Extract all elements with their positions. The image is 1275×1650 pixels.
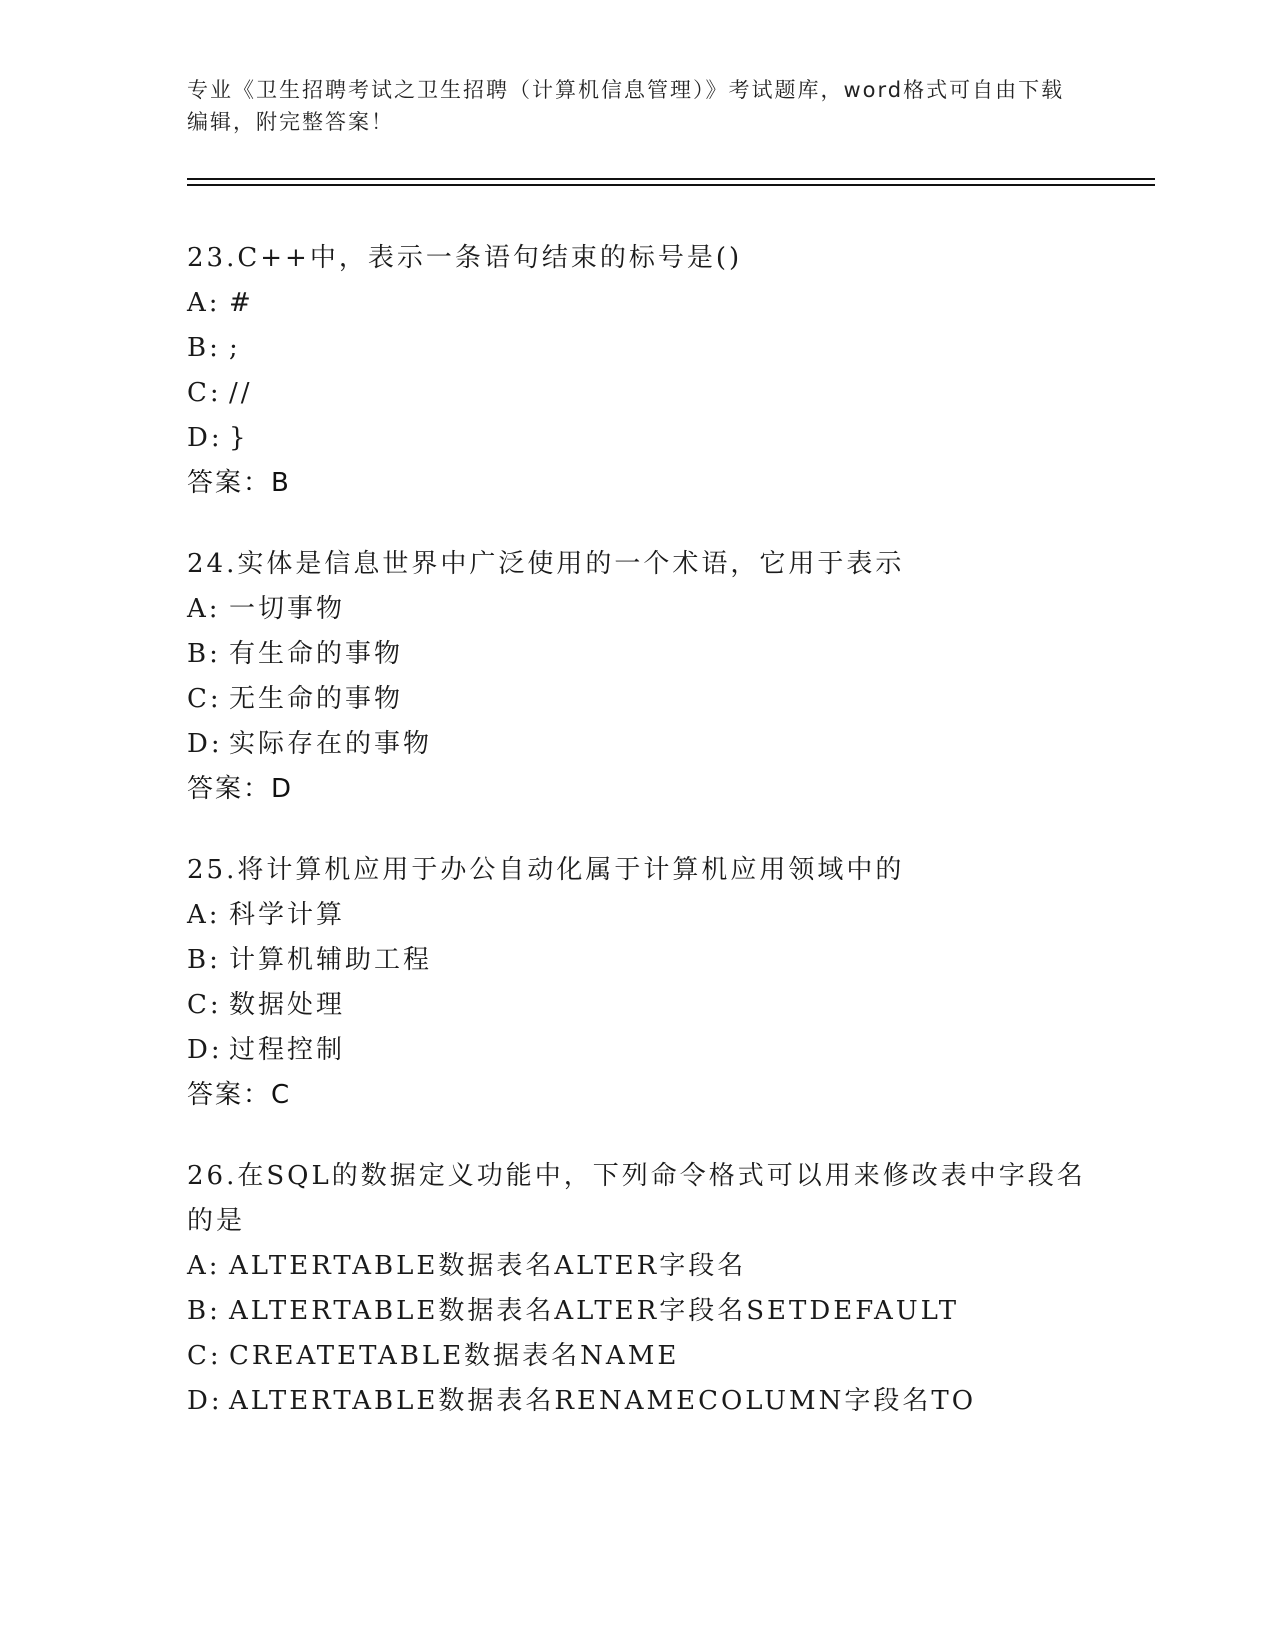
- option-key: C:: [187, 378, 222, 408]
- option-text: 一切事物: [229, 594, 346, 624]
- option-key: B:: [187, 639, 221, 669]
- option-key: B:: [187, 1296, 221, 1326]
- option-key: A:: [187, 594, 221, 624]
- question-title: 23.C++中，表示一条语句结束的标号是(): [187, 243, 743, 273]
- option-d: [187, 722, 1087, 767]
- option-text: #: [229, 288, 254, 318]
- answer-line: 答案：B: [187, 468, 291, 498]
- option-a: [187, 587, 1087, 632]
- option-text: 过程控制: [229, 1035, 346, 1065]
- option-text: ALTERTABLE数据表名RENAMECOLUMN字段名TO: [229, 1386, 977, 1416]
- option-d: [187, 1379, 1087, 1424]
- option-key: D:: [187, 1386, 223, 1416]
- option-key: C:: [187, 1341, 222, 1371]
- option-text: 科学计算: [229, 900, 346, 930]
- option-key: A:: [187, 900, 221, 930]
- option-key: A:: [187, 1251, 221, 1281]
- option-c: [187, 371, 1087, 416]
- option-d: [187, 416, 1087, 461]
- option-c: [187, 983, 1087, 1028]
- option-text: ALTERTABLE数据表名ALTER字段名SETDEFAULT: [229, 1296, 960, 1326]
- option-b: [187, 1289, 1087, 1334]
- question-23: [187, 236, 1087, 506]
- question-25: [187, 848, 1087, 1118]
- option-c: [187, 1334, 1087, 1379]
- option-d: [187, 1028, 1087, 1073]
- option-text: 数据处理: [229, 990, 346, 1020]
- question-list: [187, 236, 1087, 1460]
- question-title: 24.实体是信息世界中广泛使用的一个术语，它用于表示: [187, 549, 905, 579]
- option-key: D:: [187, 423, 223, 453]
- question-title: 26.在SQL的数据定义功能中，下列命令格式可以用来修改表中字段名的是: [187, 1161, 1086, 1236]
- option-b: [187, 632, 1087, 677]
- option-key: B:: [187, 333, 221, 363]
- option-c: [187, 677, 1087, 722]
- option-key: D:: [187, 1035, 223, 1065]
- header-rule-bottom: [187, 184, 1155, 186]
- option-text: }: [229, 423, 249, 453]
- option-key: B:: [187, 945, 221, 975]
- option-text: //: [229, 378, 253, 408]
- question-title: 25.将计算机应用于办公自动化属于计算机应用领域中的: [187, 855, 905, 885]
- question-24: [187, 542, 1087, 812]
- document-header: 专业《卫生招聘考试之卫生招聘（计算机信息管理）》考试题库，word格式可自由下载编辑，附完整答案！: [187, 78, 1065, 134]
- option-text: 计算机辅助工程: [229, 945, 433, 975]
- option-b: [187, 326, 1087, 371]
- answer-line: 答案：C: [187, 1080, 292, 1110]
- option-text: CREATETABLE数据表名NAME: [229, 1341, 680, 1371]
- option-a: [187, 893, 1087, 938]
- option-key: C:: [187, 684, 222, 714]
- option-key: A:: [187, 288, 221, 318]
- option-text: 实际存在的事物: [229, 729, 433, 759]
- option-b: [187, 938, 1087, 983]
- option-key: C:: [187, 990, 222, 1020]
- option-text: 有生命的事物: [229, 639, 404, 669]
- question-26: [187, 1154, 1087, 1424]
- option-text: 无生命的事物: [229, 684, 404, 714]
- option-text: ;: [229, 333, 241, 363]
- option-text: ALTERTABLE数据表名ALTER字段名: [229, 1251, 747, 1281]
- option-a: [187, 281, 1087, 326]
- answer-line: 答案：D: [187, 774, 294, 804]
- option-a: [187, 1244, 1087, 1289]
- header-rule-top: [187, 178, 1155, 180]
- option-key: D:: [187, 729, 223, 759]
